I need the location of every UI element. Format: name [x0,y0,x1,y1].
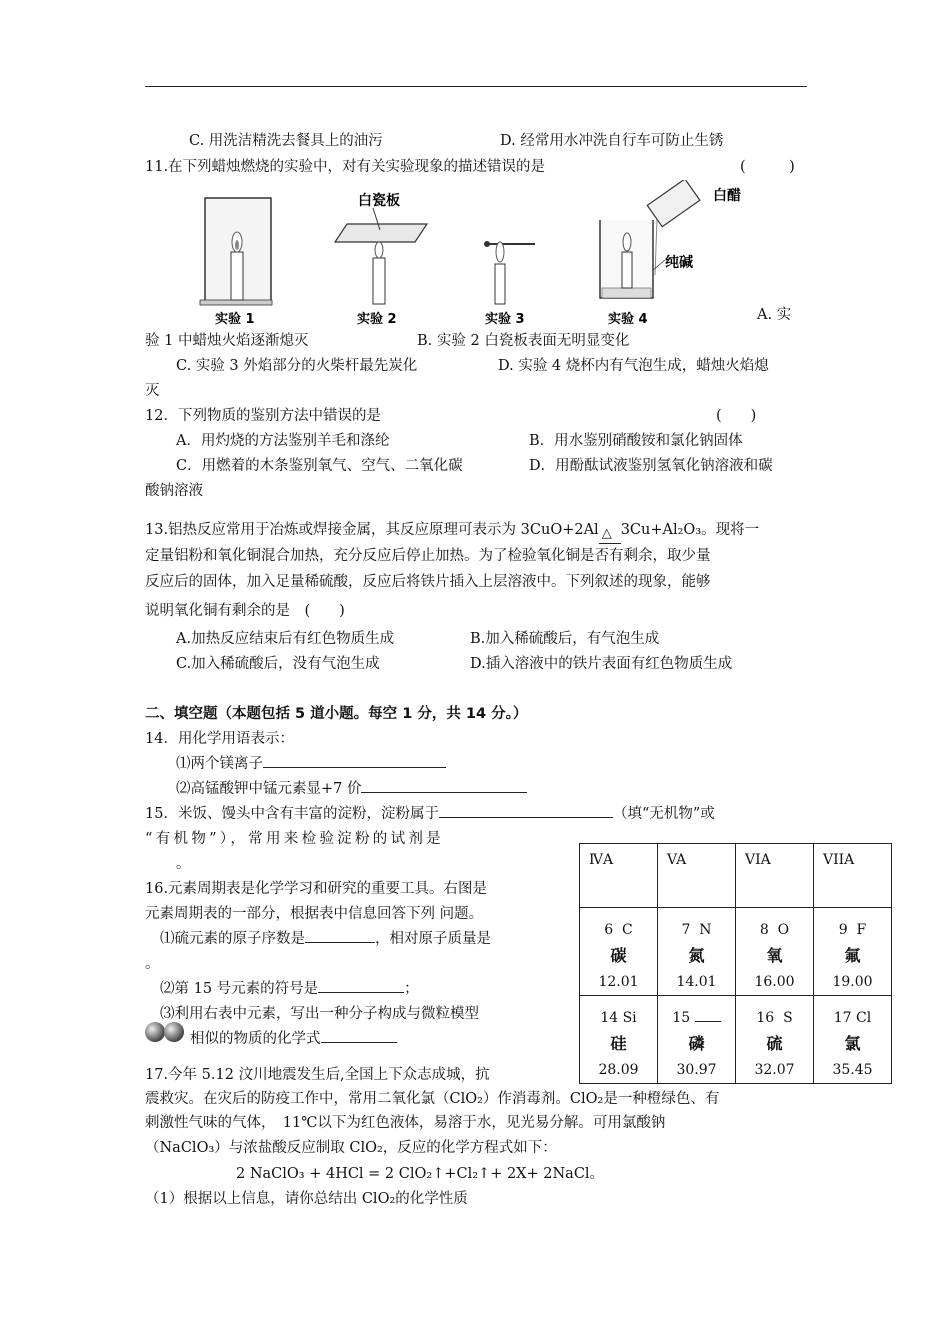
q11-option-d-cont: 灭 [145,383,160,399]
molecule-model-icon [143,1020,189,1044]
q14-part2-blank[interactable] [361,778,527,793]
exp3-label: 实验 3 [485,312,525,327]
periodic-table [579,843,892,1084]
q16-part3-blank[interactable] [321,1028,397,1043]
pt-num: 15 [672,1010,691,1026]
q16-part2-end: ； [404,981,419,997]
q14-stem: 14．用化学用语表示： [145,731,294,747]
q13-line4: 说明氧化铜有剩余的是 ( ) [145,603,345,619]
pt-cell-carbon [580,908,658,996]
q16-part2-blank[interactable] [318,978,404,993]
pt-sym: F [856,922,867,938]
pt-header: VIA [736,844,814,908]
pt-num: 9 [838,922,848,938]
q13-option-c: C.加入稀硫酸后，没有气泡生成 [176,656,380,672]
q16-part1 [160,927,491,948]
q16-line2: 元素周期表的一部分，根据表中信息回答下列 问题。 [145,906,484,922]
q10-option-d: D. 经常用水冲洗自行车可防止生锈 [500,133,724,149]
pt-cell-chlorine [814,996,892,1084]
q15-line2: “有机物”），常用来检验淀粉的试剂是 [145,831,444,847]
pt-name: 硅 [610,1034,627,1053]
q11-answer-paren: ( ) [740,159,795,175]
pt-cell-silicon [580,996,658,1084]
header-rule [145,86,807,87]
q12-option-b: B．用水鉴别硝酸铵和氯化钠固体 [529,433,743,449]
q16-part1-end: 。 [145,956,160,972]
q15-blank-1[interactable] [439,803,613,818]
pt-mass: 12.01 [598,974,639,990]
q17-line1: 17.今年 5.12 汶川地震发生后,全国上下众志成城，抗 [145,1067,490,1083]
q11-option-d: D. 实验 4 烧杯内有气泡生成，蜡烛火焰熄 [498,358,769,374]
q12-option-a: A．用灼烧的方法鉴别羊毛和涤纶 [176,433,390,449]
q17-line2: 震救灾。在灾后的防疫工作中，常用二氧化氯（ClO₂）作消毒剂。ClO₂是一种橙绿色、有 [145,1091,720,1107]
q14-part2-text: ⑵高锰酸钾中锰元素显+7 价 [176,781,362,797]
q12-option-c: C．用燃着的木条鉴别氧气、空气、二氧化碳 [176,458,463,474]
exp4-soda-label: 纯碱 [665,255,693,271]
pt-header: ⅣA [580,844,658,908]
q17-equation: 2 NaClO₃ + 4HCl = 2 ClO₂↑+Cl₂↑+ 2X+ 2NaCl。 [236,1166,605,1182]
q12-stem: 12．下列物质的鉴别方法中错误的是 [145,408,381,424]
q13-option-b: B.加入稀硫酸后，有气泡生成 [470,631,660,647]
q12-option-d: D．用酚酞试液鉴别氢氧化钠溶液和碳 [529,458,773,474]
pt-header: VA [658,844,736,908]
q16-part3-b [190,1027,397,1048]
pt-symbol-blank[interactable] [695,1009,721,1022]
q11-option-a-rest: 验 1 中蜡烛火焰逐渐熄灭 [145,333,309,349]
q13-line2: 定量铝粉和氧化铜混合加热，充分反应后停止加热。为了检验氧化铜是否有剩余，取少量 [145,548,711,564]
pt-sym: N [699,922,712,938]
section-2-title: 二、填空题（本题包括 5 道小题。每空 1 分，共 14 分。） [145,706,528,722]
experiment-3-figure [484,241,535,304]
candle-experiments-figure [195,180,755,330]
pt-mass: 19.00 [832,974,873,990]
q16-part1-text: ⑴硫元素的原子序数是 [160,931,305,947]
q16-part1-text-b: ，相对原子质量是 [375,931,491,947]
q17-part1: （1）根据以上信息，请你总结出 ClO₂的化学性质 [145,1191,468,1207]
pt-sym: Cl [856,1010,872,1026]
q15-line1-text: 15．米饭、馒头中含有丰富的淀粉，淀粉属于 [145,806,439,822]
pt-num: 17 [833,1010,852,1026]
pt-cell-sulfur [736,996,814,1084]
q13-line1-a: 13.铝热反应常用于冶炼或焊接金属，其反应原理可表示为 3CuO+2Al [145,522,599,538]
experiment-2-figure [335,208,427,304]
pt-name: 氮 [688,946,705,965]
pt-mass: 32.07 [754,1062,795,1078]
pt-name: 碳 [610,946,627,965]
pt-num: 8 [759,922,769,938]
q14-part1 [176,752,446,773]
q14-part2 [176,777,527,798]
pt-sym: C [622,922,633,938]
q14-part1-text: ⑴两个镁离子 [176,756,263,772]
pt-cell-fluorine [814,908,892,996]
q16-part3-text-b: 相似的物质的化学式 [190,1031,321,1047]
q15-line1-end: （填“无机物”或 [612,806,715,822]
q15-line1 [145,802,715,823]
pt-cell-phosphorus [658,996,736,1084]
pt-num: 16 [756,1010,775,1026]
q15-line3: 。 [176,856,191,872]
exp2-label: 实验 2 [357,312,397,327]
pt-name: 氟 [844,946,861,965]
pt-sym: S [783,1010,793,1026]
q14-part1-blank[interactable] [263,753,446,768]
pt-mass: 30.97 [676,1062,717,1078]
pt-cell-oxygen [736,908,814,996]
pt-sym: Si [622,1010,637,1026]
q13-line3: 反应后的固体，加入足量稀硫酸，反应后将铁片插入上层溶液中。下列叙述的现象，能够 [145,574,711,590]
q12-option-d-cont: 酸钠溶液 [145,483,203,499]
pt-cell-nitrogen [658,908,736,996]
exp4-label: 实验 4 [608,312,648,327]
exp1-label: 实验 1 [215,312,255,327]
q11-option-b: B. 实验 2 白瓷板表面无明显变化 [417,333,630,349]
q17-line4: （NaClO₃）与浓盐酸反应制取 ClO₂，反应的化学方程式如下： [145,1140,557,1156]
pt-num: 7 [681,922,691,938]
q13-delta: △ [601,526,612,541]
q11-option-c: C. 实验 3 外焰部分的火柴杆最先炭化 [176,358,418,374]
pt-name: 氯 [844,1034,861,1053]
q16-part3: ⑶利用右表中元素，写出一种分子构成与微粒模型 [160,1006,479,1022]
pt-name: 硫 [766,1034,783,1053]
exp2-board-label: 白瓷板 [358,193,400,209]
experiment-4-figure [600,180,700,298]
pt-mass: 16.00 [754,974,795,990]
q11-option-a-start: A. 实 [757,307,792,323]
pt-mass: 35.45 [832,1062,873,1078]
exp4-vinegar-label: 白醋 [713,188,741,204]
q16-line1: 16.元素周期表是化学学习和研究的重要工具。右图是 [145,881,488,897]
pt-sym: O [777,922,790,938]
pt-mass: 14.01 [676,974,717,990]
q16-part2 [160,977,419,998]
q17-line3: 刺激性气味的气体， 11℃以下为红色液体，易溶于水，见光易分解。可用氯酸钠 [145,1115,666,1131]
q13-line1 [145,518,759,539]
q16-part2-text: ⑵第 15 号元素的符号是 [160,981,319,997]
pt-mass: 28.09 [598,1062,639,1078]
q13-line1-b: 3Cu+Al₂O₃。现将一 [620,522,760,538]
pt-num: 14 [600,1010,619,1026]
q10-option-c: C. 用洗洁精洗去餐具上的油污 [189,133,383,149]
pt-header: VIIA [814,844,892,908]
q11-stem: 11.在下列蜡烛燃烧的实验中，对有关实验现象的描述错误的是 [145,159,546,175]
q13-option-a: A.加热反应结束后有红色物质生成 [176,631,395,647]
pt-num: 6 [604,922,614,938]
q16-part1-blank-a[interactable] [305,928,375,943]
q12-answer-paren: ( ) [716,408,757,424]
q13-option-d: D.插入溶液中的铁片表面有红色物质生成 [470,656,733,672]
pt-name: 磷 [688,1034,705,1053]
experiment-1-figure [200,198,272,305]
pt-name: 氧 [766,946,783,965]
